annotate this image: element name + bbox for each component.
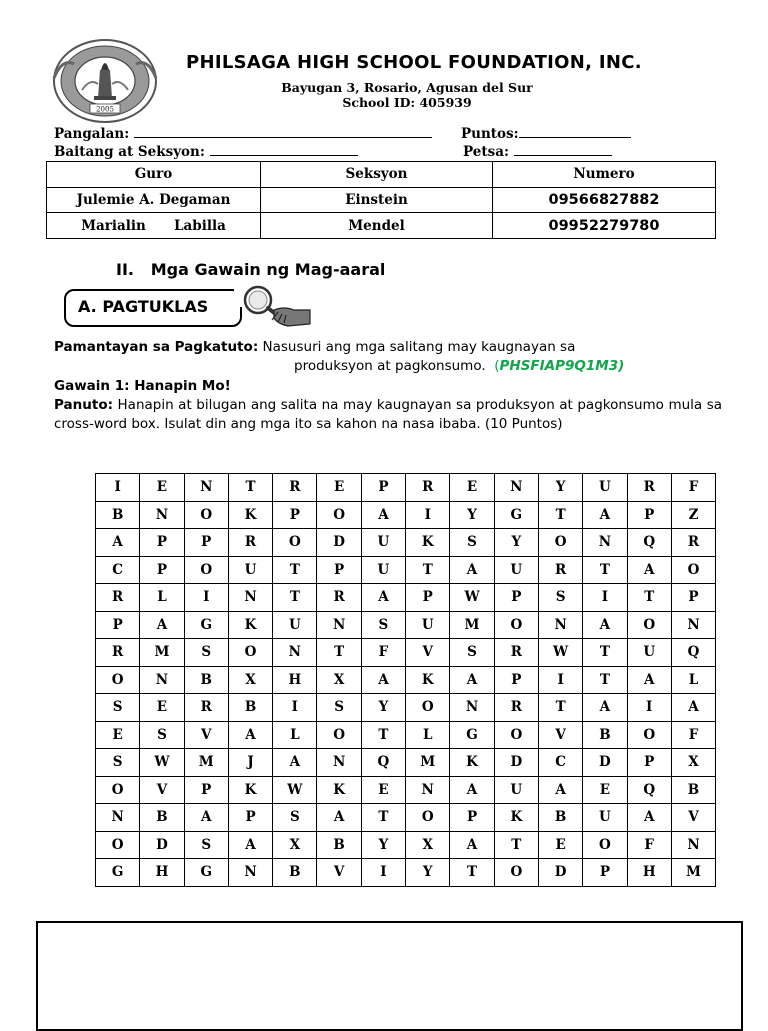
grid-row [96, 694, 716, 722]
grid-letter-cell[interactable]: O [228, 639, 272, 667]
grid-letter-cell[interactable]: I [361, 859, 405, 887]
grid-letter-cell[interactable]: N [671, 831, 715, 859]
grid-letter-cell[interactable]: T [273, 556, 317, 584]
section-title: II. Mga Gawain ng Mag-aaral [116, 260, 386, 279]
grid-letter-cell[interactable]: N [228, 584, 272, 612]
grid-letter-cell[interactable]: B [184, 666, 228, 694]
instruction-label: Panuto: [54, 397, 113, 413]
grid-letter-cell[interactable]: G [450, 721, 494, 749]
standard-label: Pamantayan sa Pagkatuto: [54, 339, 259, 355]
grid-letter-cell[interactable]: I [627, 694, 671, 722]
name-field[interactable] [54, 125, 432, 142]
grid-letter-cell[interactable]: S [361, 611, 405, 639]
grid-letter-cell[interactable]: T [538, 694, 582, 722]
grid-row [96, 666, 716, 694]
grid-letter-cell[interactable]: A [361, 501, 405, 529]
magnifier-hand-icon [238, 284, 312, 330]
grid-letter-cell[interactable]: Y [406, 859, 450, 887]
grid-letter-cell[interactable]: O [273, 529, 317, 557]
grid-letter-cell[interactable]: U [361, 556, 405, 584]
grid-letter-cell[interactable]: S [273, 804, 317, 832]
grid-letter-cell[interactable]: A [583, 611, 627, 639]
grid-letter-cell[interactable]: R [273, 474, 317, 502]
grid-letter-cell[interactable]: P [583, 859, 627, 887]
grid-letter-cell[interactable]: N [96, 804, 140, 832]
pagtuklas-label: A. PAGTUKLAS [78, 297, 209, 316]
grid-letter-cell[interactable]: H [627, 859, 671, 887]
standard-code-open: ( [494, 358, 500, 374]
grid-letter-cell[interactable]: P [494, 666, 538, 694]
score-blank[interactable] [519, 125, 631, 138]
grid-letter-cell[interactable]: S [450, 639, 494, 667]
grid-letter-cell[interactable]: C [96, 556, 140, 584]
grid-letter-cell[interactable]: F [671, 721, 715, 749]
grid-letter-cell[interactable]: T [583, 639, 627, 667]
grid-letter-cell[interactable]: O [494, 611, 538, 639]
grid-letter-cell[interactable]: R [627, 474, 671, 502]
grid-letter-cell[interactable]: B [228, 694, 272, 722]
school-seal-logo [52, 38, 158, 124]
grid-letter-cell[interactable]: W [450, 584, 494, 612]
grid-letter-cell[interactable]: A [538, 776, 582, 804]
grid-letter-cell[interactable]: A [361, 666, 405, 694]
grid-letter-cell[interactable]: X [273, 831, 317, 859]
phone-number: 09952279780 [493, 213, 716, 239]
grid-letter-cell[interactable]: O [583, 831, 627, 859]
grid-letter-cell[interactable]: A [184, 804, 228, 832]
grid-letter-cell[interactable]: O [494, 859, 538, 887]
grid-letter-cell[interactable]: R [96, 639, 140, 667]
table-row [47, 213, 716, 239]
grid-letter-cell[interactable]: X [406, 831, 450, 859]
grid-letter-cell[interactable]: Q [671, 639, 715, 667]
grid-letter-cell[interactable]: Z [671, 501, 715, 529]
activity-title: Gawain 1: Hanapin Mo! [54, 378, 231, 394]
grid-letter-cell[interactable]: L [671, 666, 715, 694]
score-field[interactable] [461, 125, 631, 142]
grid-letter-cell[interactable]: A [583, 694, 627, 722]
grid-letter-cell[interactable]: R [671, 529, 715, 557]
grid-letter-cell[interactable]: H [140, 859, 184, 887]
grid-letter-cell[interactable]: E [317, 474, 361, 502]
grid-letter-cell[interactable]: K [406, 529, 450, 557]
grid-letter-cell[interactable]: A [228, 721, 272, 749]
grid-letter-cell[interactable]: E [96, 721, 140, 749]
grid-letter-cell[interactable]: P [406, 584, 450, 612]
grid-letter-cell[interactable]: Y [538, 474, 582, 502]
grid-letter-cell[interactable]: I [583, 584, 627, 612]
teacher-name: Marialin Labilla [47, 213, 261, 239]
grid-letter-cell[interactable]: O [184, 501, 228, 529]
grid-letter-cell[interactable]: N [494, 474, 538, 502]
grid-row [96, 831, 716, 859]
grid-row [96, 804, 716, 832]
grid-letter-cell[interactable]: A [627, 666, 671, 694]
grid-row [96, 474, 716, 502]
grid-letter-cell[interactable]: I [184, 584, 228, 612]
grid-letter-cell[interactable]: Q [361, 749, 405, 777]
grid-letter-cell[interactable]: R [317, 584, 361, 612]
grid-letter-cell[interactable]: U [361, 529, 405, 557]
grid-letter-cell[interactable]: A [583, 501, 627, 529]
grid-letter-cell[interactable]: E [140, 474, 184, 502]
seal-year: 2005 [96, 105, 114, 114]
grid-letter-cell[interactable]: O [317, 721, 361, 749]
standard-line2-wrap [294, 357, 624, 376]
grid-letter-cell[interactable]: M [406, 749, 450, 777]
grid-letter-cell[interactable]: A [228, 831, 272, 859]
grid-letter-cell[interactable]: S [450, 529, 494, 557]
grid-letter-cell[interactable]: X [317, 666, 361, 694]
grid-letter-cell[interactable]: S [317, 694, 361, 722]
grid-letter-cell[interactable]: T [583, 666, 627, 694]
grid-letter-cell[interactable]: L [140, 584, 184, 612]
grid-row [96, 611, 716, 639]
grid-row [96, 749, 716, 777]
grid-letter-cell[interactable]: T [494, 831, 538, 859]
grid-letter-cell[interactable]: R [228, 529, 272, 557]
standard-code: PHSFIAP9Q1M3) [499, 358, 625, 374]
grid-letter-cell[interactable]: W [273, 776, 317, 804]
instruction-paragraph [54, 396, 722, 434]
pagtuklas-box [64, 289, 242, 327]
grid-letter-cell[interactable]: Y [450, 501, 494, 529]
grid-letter-cell[interactable]: F [361, 639, 405, 667]
grid-letter-cell[interactable]: J [228, 749, 272, 777]
grid-letter-cell[interactable]: O [627, 721, 671, 749]
grid-letter-cell[interactable]: Y [494, 529, 538, 557]
grid-letter-cell[interactable]: S [538, 584, 582, 612]
grid-letter-cell[interactable]: T [273, 584, 317, 612]
grid-letter-cell[interactable]: U [627, 639, 671, 667]
grid-letter-cell[interactable]: D [140, 831, 184, 859]
grid-letter-cell[interactable]: N [583, 529, 627, 557]
grid-letter-cell[interactable]: L [273, 721, 317, 749]
grid-letter-cell[interactable]: N [317, 749, 361, 777]
grid-letter-cell[interactable]: T [538, 501, 582, 529]
grid-letter-cell[interactable]: P [184, 776, 228, 804]
grid-letter-cell[interactable]: A [450, 831, 494, 859]
grid-letter-cell[interactable]: P [140, 556, 184, 584]
grid-letter-cell[interactable]: K [450, 749, 494, 777]
word-search-grid [95, 473, 716, 887]
grid-letter-cell[interactable]: M [450, 611, 494, 639]
grade-section-blank[interactable] [210, 143, 358, 156]
grid-letter-cell[interactable]: T [228, 474, 272, 502]
grid-letter-cell[interactable]: Q [627, 776, 671, 804]
grid-letter-cell[interactable]: T [361, 804, 405, 832]
instruction-text: Hanapin at bilugan ang salita na may kaugnayan sa produksyon at pagkonsumo mula sa cross-word box. Isulat din ang mga ito sa kahon na nasa ibaba. (10 Puntos) [54, 397, 723, 432]
date-label: Petsa: [463, 144, 509, 160]
grid-letter-cell[interactable]: I [538, 666, 582, 694]
grid-letter-cell[interactable]: T [406, 556, 450, 584]
grid-letter-cell[interactable]: T [317, 639, 361, 667]
grid-letter-cell[interactable]: R [96, 584, 140, 612]
grid-letter-cell[interactable]: P [627, 501, 671, 529]
grid-letter-cell[interactable]: A [140, 611, 184, 639]
grid-letter-cell[interactable]: A [627, 804, 671, 832]
grid-letter-cell[interactable]: O [406, 694, 450, 722]
grid-letter-cell[interactable]: O [96, 776, 140, 804]
grid-letter-cell[interactable]: U [228, 556, 272, 584]
grid-letter-cell[interactable]: S [140, 721, 184, 749]
grid-letter-cell[interactable]: W [538, 639, 582, 667]
grid-letter-cell[interactable]: A [96, 529, 140, 557]
grid-letter-cell[interactable]: P [494, 584, 538, 612]
grid-letter-cell[interactable]: O [317, 501, 361, 529]
grid-letter-cell[interactable]: A [627, 556, 671, 584]
grid-letter-cell[interactable]: U [583, 474, 627, 502]
grid-letter-cell[interactable]: Y [361, 831, 405, 859]
header-seksyon: Seksyon [261, 162, 493, 188]
grid-letter-cell[interactable]: S [96, 749, 140, 777]
grid-letter-cell[interactable]: T [583, 556, 627, 584]
grid-letter-cell[interactable]: E [361, 776, 405, 804]
grid-letter-cell[interactable]: S [184, 831, 228, 859]
grid-letter-cell[interactable]: P [361, 474, 405, 502]
teacher-name: Julemie A. Degaman [47, 187, 261, 213]
school-name: PHILSAGA HIGH SCHOOL FOUNDATION, INC. [186, 52, 642, 73]
grid-letter-cell[interactable]: D [317, 529, 361, 557]
grid-letter-cell[interactable]: P [627, 749, 671, 777]
grid-letter-cell[interactable]: Y [361, 694, 405, 722]
grid-letter-cell[interactable]: E [583, 776, 627, 804]
grid-letter-cell[interactable]: P [96, 611, 140, 639]
grid-letter-cell[interactable]: A [273, 749, 317, 777]
table-row [47, 187, 716, 213]
grid-letter-cell[interactable]: D [538, 859, 582, 887]
grid-letter-cell[interactable]: U [406, 611, 450, 639]
school-id: School ID: 405939 [342, 95, 472, 110]
score-label: Puntos: [461, 126, 519, 142]
school-address: Bayugan 3, Rosario, Agusan del Sur [281, 80, 533, 95]
grid-letter-cell[interactable]: K [228, 501, 272, 529]
grid-letter-cell[interactable]: U [494, 556, 538, 584]
name-label: Pangalan: [54, 126, 130, 142]
grid-letter-cell[interactable]: V [671, 804, 715, 832]
grid-letter-cell[interactable]: U [494, 776, 538, 804]
grid-letter-cell[interactable]: A [450, 556, 494, 584]
grid-letter-cell[interactable]: R [538, 556, 582, 584]
grid-letter-cell[interactable]: V [406, 639, 450, 667]
grid-letter-cell[interactable]: B [583, 721, 627, 749]
grid-letter-cell[interactable]: P [671, 584, 715, 612]
grid-letter-cell[interactable]: P [184, 529, 228, 557]
grid-letter-cell[interactable]: R [494, 639, 538, 667]
grid-letter-cell[interactable]: I [406, 501, 450, 529]
answer-box[interactable] [36, 921, 743, 1031]
grid-letter-cell[interactable]: G [184, 611, 228, 639]
grid-letter-cell[interactable]: T [450, 859, 494, 887]
grid-letter-cell[interactable]: X [671, 749, 715, 777]
grid-row [96, 556, 716, 584]
grid-letter-cell[interactable]: N [228, 859, 272, 887]
grid-letter-cell[interactable]: E [450, 474, 494, 502]
grid-letter-cell[interactable]: V [317, 859, 361, 887]
grid-letter-cell[interactable]: A [361, 584, 405, 612]
grid-letter-cell[interactable]: P [140, 529, 184, 557]
grid-letter-cell[interactable]: X [228, 666, 272, 694]
grid-letter-cell[interactable]: P [450, 804, 494, 832]
grid-letter-cell[interactable]: C [538, 749, 582, 777]
grid-letter-cell[interactable]: T [627, 584, 671, 612]
grid-letter-cell[interactable]: O [538, 529, 582, 557]
grid-letter-cell[interactable]: N [140, 666, 184, 694]
grid-letter-cell[interactable]: K [494, 804, 538, 832]
grid-letter-cell[interactable]: B [317, 831, 361, 859]
grid-letter-cell[interactable]: A [450, 666, 494, 694]
grid-letter-cell[interactable]: F [627, 831, 671, 859]
grid-letter-cell[interactable]: T [361, 721, 405, 749]
grid-letter-cell[interactable]: V [538, 721, 582, 749]
date-blank[interactable] [514, 143, 612, 156]
grid-letter-cell[interactable]: I [273, 694, 317, 722]
grid-letter-cell[interactable]: N [406, 776, 450, 804]
section-name: Einstein [261, 187, 493, 213]
grid-letter-cell[interactable]: G [96, 859, 140, 887]
grid-letter-cell[interactable]: M [184, 749, 228, 777]
grid-letter-cell[interactable]: E [538, 831, 582, 859]
school-address-block [268, 80, 546, 110]
standard-line2: produksyon at pagkonsumo. [294, 358, 486, 374]
grid-letter-cell[interactable]: K [317, 776, 361, 804]
grid-letter-cell[interactable]: Q [627, 529, 671, 557]
grid-letter-cell[interactable]: O [96, 831, 140, 859]
grid-letter-cell[interactable]: M [140, 639, 184, 667]
grid-letter-cell[interactable]: N [317, 611, 361, 639]
grid-letter-cell[interactable]: K [228, 776, 272, 804]
grade-section-field[interactable] [54, 143, 358, 160]
grid-letter-cell[interactable]: S [184, 639, 228, 667]
grid-letter-cell[interactable]: O [96, 666, 140, 694]
date-field[interactable] [463, 143, 612, 160]
grid-letter-cell[interactable]: N [184, 474, 228, 502]
grid-letter-cell[interactable]: B [140, 804, 184, 832]
grid-row [96, 721, 716, 749]
grid-letter-cell[interactable]: E [140, 694, 184, 722]
grid-row [96, 501, 716, 529]
grid-letter-cell[interactable]: N [671, 611, 715, 639]
grid-row [96, 859, 716, 887]
grid-letter-cell[interactable]: K [406, 666, 450, 694]
grid-letter-cell[interactable]: U [583, 804, 627, 832]
grid-letter-cell[interactable]: O [406, 804, 450, 832]
grid-row [96, 529, 716, 557]
grade-section-label: Baitang at Seksyon: [54, 144, 205, 160]
grid-letter-cell[interactable]: M [671, 859, 715, 887]
grid-row [96, 639, 716, 667]
grid-letter-cell[interactable]: B [671, 776, 715, 804]
grid-letter-cell[interactable]: A [450, 776, 494, 804]
header-guro: Guro [47, 162, 261, 188]
grid-letter-cell[interactable]: H [273, 666, 317, 694]
grid-letter-cell[interactable]: O [184, 556, 228, 584]
grid-letter-cell[interactable]: D [494, 749, 538, 777]
grid-letter-cell[interactable]: U [273, 611, 317, 639]
grid-letter-cell[interactable]: O [627, 611, 671, 639]
table-header-row [47, 162, 716, 188]
grid-letter-cell[interactable]: A [317, 804, 361, 832]
name-blank[interactable] [134, 125, 432, 138]
grid-letter-cell[interactable]: P [317, 556, 361, 584]
grid-letter-cell[interactable]: V [140, 776, 184, 804]
grid-letter-cell[interactable]: D [583, 749, 627, 777]
grid-letter-cell[interactable]: S [96, 694, 140, 722]
grid-letter-cell[interactable]: W [140, 749, 184, 777]
grid-letter-cell[interactable]: P [228, 804, 272, 832]
grid-letter-cell[interactable]: R [184, 694, 228, 722]
grid-row [96, 584, 716, 612]
grid-letter-cell[interactable]: N [450, 694, 494, 722]
grid-letter-cell[interactable]: V [184, 721, 228, 749]
section-name: Mendel [261, 213, 493, 239]
grid-letter-cell[interactable]: B [96, 501, 140, 529]
grid-row [96, 776, 716, 804]
teacher-info-table [46, 161, 716, 239]
grid-letter-cell[interactable]: B [273, 859, 317, 887]
grid-letter-cell[interactable]: O [494, 721, 538, 749]
grid-letter-cell[interactable]: P [273, 501, 317, 529]
grid-letter-cell[interactable]: N [273, 639, 317, 667]
grid-letter-cell[interactable]: F [671, 474, 715, 502]
grid-letter-cell[interactable]: B [538, 804, 582, 832]
grid-letter-cell[interactable]: A [671, 694, 715, 722]
grid-letter-cell[interactable]: L [406, 721, 450, 749]
header-numero: Numero [493, 162, 716, 188]
grid-letter-cell[interactable]: O [671, 556, 715, 584]
grid-letter-cell[interactable]: K [228, 611, 272, 639]
grid-letter-cell[interactable]: G [184, 859, 228, 887]
standard-line1: Nasusuri ang mga salitang may kaugnayan sa [262, 339, 576, 355]
learning-standard [54, 338, 575, 357]
grid-letter-cell[interactable]: I [96, 474, 140, 502]
grid-letter-cell[interactable]: R [406, 474, 450, 502]
grid-letter-cell[interactable]: G [494, 501, 538, 529]
grid-letter-cell[interactable]: N [538, 611, 582, 639]
phone-number: 09566827882 [493, 187, 716, 213]
grid-letter-cell[interactable]: R [494, 694, 538, 722]
grid-letter-cell[interactable]: N [140, 501, 184, 529]
